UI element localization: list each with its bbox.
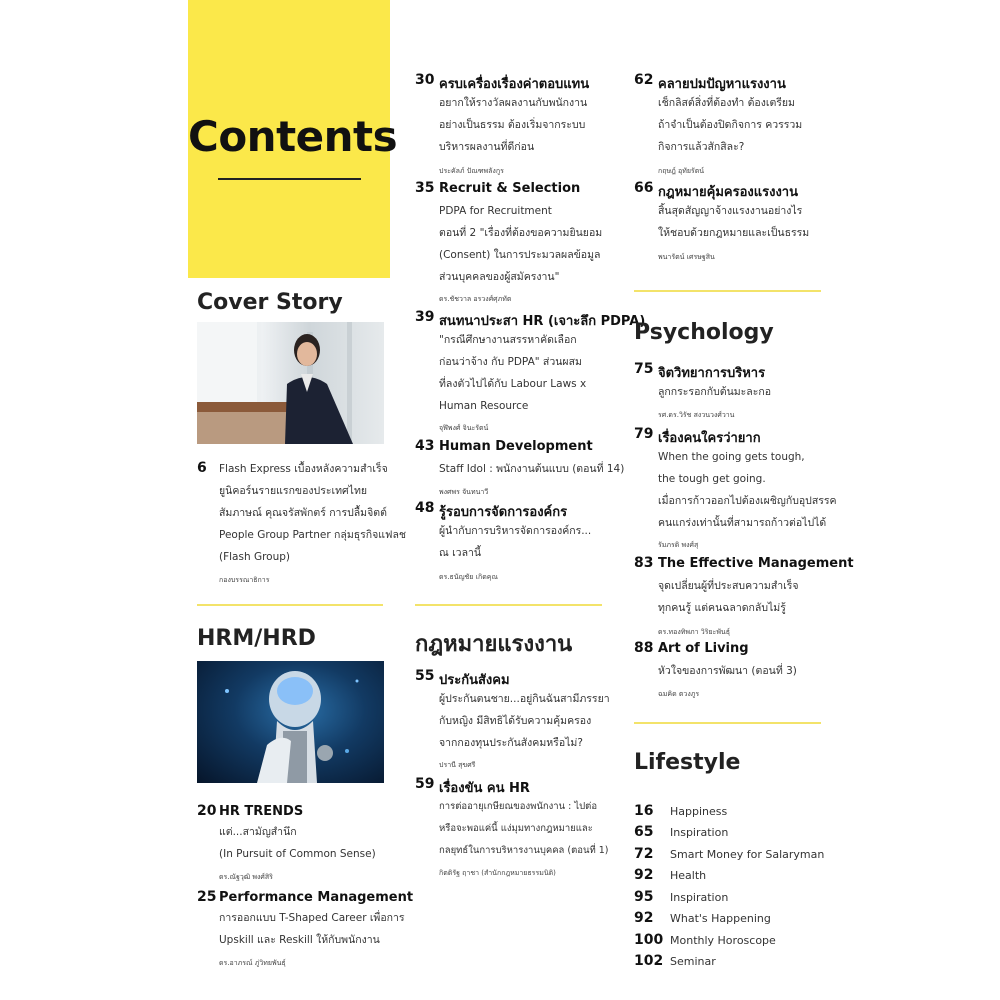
lifestyle-item[interactable] bbox=[634, 953, 834, 973]
lifestyle-title: Smart Money for Salaryman bbox=[670, 848, 825, 861]
entry-title: HR TRENDS bbox=[219, 804, 304, 819]
page-number: 92 bbox=[634, 867, 654, 883]
entry-description: เช็กลิสต์สิ่งที่ต้องทำ ต้องเตรียม ถ้าจำเป็นต้องปิดกิจการ ควรรวม กิจการแล้วสักสิละ? bbox=[658, 97, 803, 153]
entry-description: สิ้นสุดสัญญาจ้างแรงงานอย่างไร ให้ชอบด้วยกฎหมายและเป็นธรรม bbox=[658, 205, 810, 239]
entry-author: ฉมคิด ตวงภูร bbox=[658, 690, 700, 698]
entry-title: สนทนาประสา HR (เจาะลึก PDPA) bbox=[439, 314, 646, 329]
page-number: 48 bbox=[415, 500, 435, 516]
page-number: 6 bbox=[197, 460, 207, 476]
section-divider bbox=[197, 604, 383, 606]
entry-title: Art of Living bbox=[658, 641, 749, 656]
entry-description: การออกแบบ T-Shaped Career เพื่อการ Upskill และ Reskill ให้กับพนักงาน bbox=[219, 912, 405, 946]
page-number: 39 bbox=[415, 309, 435, 325]
page-number: 30 bbox=[415, 72, 435, 88]
entry-description: ผู้ประกันตนชาย...อยู่กินฉันสามีภรรยา กับหญิง มีสิทธิได้รับความคุ้มครอง จากกองทุนประกันสังคมหรือไม่? bbox=[439, 693, 610, 749]
section-lifestyle: Lifestyle bbox=[634, 750, 741, 775]
entry-author: ปรานี สุขศรี bbox=[439, 761, 476, 769]
lifestyle-item[interactable] bbox=[634, 867, 834, 887]
entry-description: ลูกกระรอกกับต้นมะละกอ bbox=[658, 386, 772, 398]
entry-title: รู้รอบการจัดการองค์กร bbox=[439, 505, 568, 520]
entry-author: รัมภรดิ พงศ์สุ bbox=[658, 541, 699, 549]
title-divider bbox=[218, 178, 361, 180]
entry-description: Staff Idol : พนักงานต้นแบบ (ตอนที่ 14) bbox=[439, 463, 625, 475]
entry-description: แต่...สามัญสำนึก (In Pursuit of Common Sense) bbox=[219, 826, 376, 860]
section-divider bbox=[415, 604, 602, 606]
entry-author: พงศพร จันทนาวี bbox=[439, 488, 489, 496]
entry-title: Recruit & Selection bbox=[439, 181, 581, 196]
entry-author: จุฬิพงศ์ จินะรัตน์ bbox=[439, 424, 489, 432]
lifestyle-item[interactable] bbox=[634, 803, 834, 823]
page-number: 92 bbox=[634, 910, 654, 926]
page-number: 59 bbox=[415, 776, 435, 792]
page-number: 65 bbox=[634, 824, 654, 840]
page-number: 43 bbox=[415, 438, 435, 454]
page-number: 16 bbox=[634, 803, 654, 819]
lifestyle-title: Inspiration bbox=[670, 891, 729, 904]
section-psychology: Psychology bbox=[634, 320, 774, 345]
section-divider bbox=[634, 290, 821, 292]
page-number: 88 bbox=[634, 640, 654, 656]
entry-title: คลายปมปัญหาแรงงาน bbox=[658, 77, 786, 92]
cover-story-photo bbox=[197, 322, 384, 444]
entry-title: จิตวิทยาการบริหาร bbox=[658, 366, 766, 381]
page-number: 79 bbox=[634, 426, 654, 442]
page-number: 25 bbox=[197, 889, 217, 905]
entry-title: The Effective Management bbox=[658, 556, 854, 571]
entry-title: ประกันสังคม bbox=[439, 673, 510, 688]
section-hrm-hrd: HRM/HRD bbox=[197, 626, 316, 651]
page-number: 66 bbox=[634, 180, 654, 196]
page-number: 72 bbox=[634, 846, 654, 862]
lifestyle-title: Inspiration bbox=[670, 826, 729, 839]
section-divider bbox=[634, 722, 821, 724]
entry-author: ดร.อาภรณ์ ภู่วิทยพันธุ์ bbox=[219, 959, 286, 967]
entry-description: อยากให้รางวัลผลงานกับพนักงาน อย่างเป็นธรรม ต้องเริ่มจากระบบ บริหารผลงานที่ดีก่อน bbox=[439, 97, 588, 153]
lifestyle-title: What's Happening bbox=[670, 912, 771, 925]
lifestyle-item[interactable] bbox=[634, 824, 834, 844]
lifestyle-item[interactable] bbox=[634, 846, 834, 866]
page-number: 100 bbox=[634, 932, 664, 948]
entry-author: รศ.ดร.วิรัช สงวนวงศ์วาน bbox=[658, 411, 735, 419]
entry-author: ดร.ชัชวาล อรวงศ์ศุภทัต bbox=[439, 295, 512, 303]
page-number: 35 bbox=[415, 180, 435, 196]
page-title: Contents bbox=[188, 112, 398, 161]
lifestyle-item[interactable] bbox=[634, 889, 834, 909]
entry-title: Human Development bbox=[439, 439, 593, 454]
entry-description: Flash Express เบื้องหลังความสำเร็จ ยูนิคอร์นรายแรกของประเทศไทย สัมภาษณ์ คุณจรัสพักตร์ การปลื้มจิตต์ People Group Partner กลุ่มธุรกิจแฟลช (Flash Group) bbox=[219, 463, 407, 563]
entry-author: กิตติรัฐ ฤาชา (สำนักกฎหมายธรรมนิติ) bbox=[439, 869, 556, 877]
page-number: 55 bbox=[415, 668, 435, 684]
entry-author: พนารัตน์ เศรษฐสิน bbox=[658, 253, 715, 261]
entry-author: กองบรรณาธิการ bbox=[219, 576, 270, 584]
lifestyle-title: Seminar bbox=[670, 955, 716, 968]
entry-title: เรื่องขัน คน HR bbox=[439, 781, 530, 796]
entry-author: ดร.ทองทิพภา วิริยะพันธุ์ bbox=[658, 628, 730, 636]
lifestyle-item[interactable] bbox=[634, 932, 834, 952]
section-labour-law: กฎหมายแรงงาน bbox=[415, 632, 573, 657]
entry-description: When the going gets tough, the tough get going. เมื่อการก้าวออกไปต้องเผชิญกับอุปสรรค คนแกร่งเท่านั้นที่สามารถก้าวต่อไปได้ bbox=[658, 451, 837, 529]
entry-author: ประคัลภ์ ปัณฑพลังกูร bbox=[439, 167, 504, 175]
lifestyle-title: Monthly Horoscope bbox=[670, 934, 776, 947]
entry-description: "กรณีศึกษางานสรรหาคัดเลือก ก่อนว่าจ้าง กับ PDPA" ส่วนผสม ที่ลงตัวไปได้กับ Labour Laws x Human Resource bbox=[439, 334, 587, 412]
page-number: 62 bbox=[634, 72, 654, 88]
entry-description: หัวใจของการพัฒนา (ตอนที่ 3) bbox=[658, 665, 797, 677]
entry-description: จุดเปลี่ยนผู้ที่ประสบความสำเร็จ ทุกคนรู้ แต่คนฉลาดกลับไม่รู้ bbox=[658, 580, 799, 614]
page-number: 75 bbox=[634, 361, 654, 377]
entry-title: เรื่องคนใครว่ายาก bbox=[658, 431, 761, 446]
page-number: 20 bbox=[197, 803, 217, 819]
page-number: 102 bbox=[634, 953, 664, 969]
section-cover-story: Cover Story bbox=[197, 290, 343, 315]
entry-description: ผู้นำกับการบริหารจัดการองค์กร... ณ เวลานี้ bbox=[439, 525, 592, 559]
entry-title: ครบเครื่องเรื่องค่าตอบแทน bbox=[439, 77, 590, 92]
entry-title: Performance Management bbox=[219, 890, 414, 905]
entry-description: PDPA for Recruitment ตอนที่ 2 "เรื่องที่ต้องขอความยินยอม (Consent) ในการประมวลผลข้อมูล ส่วนบุคคลของผู้สมัครงาน" bbox=[439, 205, 603, 283]
entry-description: การต่ออายุเกษียณของพนักงาน : ไปต่อ หรือจะพอแค่นี้ แง่มุมทางกฎหมายและ กลยุทธ์ในการบริหารงานบุคคล (ตอนที่ 1) bbox=[439, 801, 609, 856]
entry-title: กฎหมายคุ้มครองแรงงาน bbox=[658, 185, 798, 200]
page-number: 95 bbox=[634, 889, 654, 905]
entry-author: กฤษฎ์ อุทัยรัตน์ bbox=[658, 167, 705, 175]
page-number: 83 bbox=[634, 555, 654, 571]
entry-author: ดร.ธนัญชัย เกิดคุณ bbox=[439, 573, 498, 581]
lifestyle-item[interactable] bbox=[634, 910, 834, 930]
lifestyle-title: Happiness bbox=[670, 805, 728, 818]
lifestyle-title: Health bbox=[670, 869, 707, 882]
hrm-robot-photo bbox=[197, 661, 384, 783]
entry-author: ดร.ณัฐวุฒิ พงศ์สิริ bbox=[219, 873, 273, 881]
